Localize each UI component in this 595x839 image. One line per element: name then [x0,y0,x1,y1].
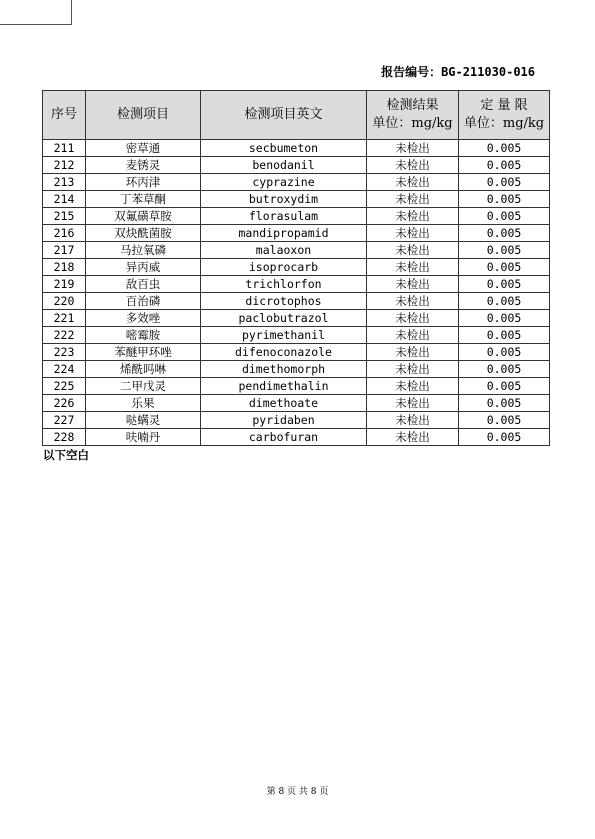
cell-english: cyprazine [201,174,367,191]
cell-result: 未检出 [367,412,459,429]
cell-item: 丁苯草酮 [86,191,201,208]
cell-seq: 212 [43,157,86,174]
table-row [43,378,550,395]
table-row [43,429,550,446]
cell-english: pendimethalin [201,378,367,395]
header-seq: 序号 [43,91,86,140]
header-limit-label: 定 量 限 [480,98,528,113]
cell-seq: 228 [43,429,86,446]
cell-limit: 0.005 [459,293,550,310]
cell-english: pyrimethanil [201,327,367,344]
cell-limit: 0.005 [459,242,550,259]
cell-seq: 217 [43,242,86,259]
cell-seq: 218 [43,259,86,276]
header-result-unit: 单位：mg/kg [372,116,453,131]
cell-limit: 0.005 [459,310,550,327]
header-english: 检测项目英文 [201,91,367,140]
cell-limit: 0.005 [459,208,550,225]
table-row [43,310,550,327]
cell-item: 双氟磺草胺 [86,208,201,225]
cell-item: 敌百虫 [86,276,201,293]
cell-english: paclobutrazol [201,310,367,327]
cell-seq: 227 [43,412,86,429]
table-row [43,327,550,344]
cell-seq: 214 [43,191,86,208]
table-header [43,91,550,140]
cell-item: 双炔酰菌胺 [86,225,201,242]
header-limit [459,91,550,140]
cell-limit: 0.005 [459,429,550,446]
cell-english: malaoxon [201,242,367,259]
cell-result: 未检出 [367,259,459,276]
cell-result: 未检出 [367,225,459,242]
cell-item: 百治磷 [86,293,201,310]
cell-result: 未检出 [367,242,459,259]
cell-result: 未检出 [367,327,459,344]
cell-english: pyridaben [201,412,367,429]
cell-seq: 222 [43,327,86,344]
cell-result: 未检出 [367,140,459,157]
cell-result: 未检出 [367,191,459,208]
cell-limit: 0.005 [459,344,550,361]
table-row [43,344,550,361]
end-note: 以下空白 [43,448,89,462]
table-row [43,395,550,412]
header-result [367,91,459,140]
cell-limit: 0.005 [459,225,550,242]
cell-english: dimethoate [201,395,367,412]
table-body [43,140,550,446]
cell-result: 未检出 [367,310,459,327]
header-limit-unit: 单位：mg/kg [463,116,545,131]
cell-english: dimethomorph [201,361,367,378]
cell-seq: 211 [43,140,86,157]
cell-item: 环丙津 [86,174,201,191]
cell-english: trichlorfon [201,276,367,293]
cell-item: 二甲戊灵 [86,378,201,395]
cell-seq: 219 [43,276,86,293]
cell-result: 未检出 [367,157,459,174]
cell-limit: 0.005 [459,157,550,174]
results-table [42,90,550,446]
cell-item: 麦锈灵 [86,157,201,174]
table-row [43,191,550,208]
cell-result: 未检出 [367,344,459,361]
cell-limit: 0.005 [459,174,550,191]
cell-limit: 0.005 [459,327,550,344]
table-row [43,225,550,242]
report-number: 报告编号：BG-211030-016 [381,65,535,79]
cell-limit: 0.005 [459,361,550,378]
corner-box [0,0,72,25]
cell-result: 未检出 [367,361,459,378]
header-result-label: 检测结果 [386,98,439,113]
cell-english: difenoconazole [201,344,367,361]
table-row [43,259,550,276]
cell-seq: 221 [43,310,86,327]
cell-english: benodanil [201,157,367,174]
cell-limit: 0.005 [459,378,550,395]
cell-item: 乐果 [86,395,201,412]
cell-result: 未检出 [367,429,459,446]
cell-result: 未检出 [367,293,459,310]
cell-limit: 0.005 [459,191,550,208]
cell-english: isoprocarb [201,259,367,276]
cell-limit: 0.005 [459,259,550,276]
cell-english: florasulam [201,208,367,225]
cell-seq: 216 [43,225,86,242]
cell-item: 苯醚甲环唑 [86,344,201,361]
table-row [43,208,550,225]
cell-item: 哒螨灵 [86,412,201,429]
table-row [43,140,550,157]
cell-seq: 215 [43,208,86,225]
cell-result: 未检出 [367,276,459,293]
cell-seq: 226 [43,395,86,412]
cell-result: 未检出 [367,174,459,191]
cell-limit: 0.005 [459,412,550,429]
cell-result: 未检出 [367,378,459,395]
cell-english: secbumeton [201,140,367,157]
cell-seq: 213 [43,174,86,191]
cell-limit: 0.005 [459,140,550,157]
cell-english: mandipropamid [201,225,367,242]
cell-english: butroxydim [201,191,367,208]
cell-item: 马拉氧磷 [86,242,201,259]
cell-english: carbofuran [201,429,367,446]
table-row [43,157,550,174]
table-row [43,293,550,310]
table-row [43,412,550,429]
page-footer: 第 8 页 共 8 页 [266,787,329,797]
cell-seq: 224 [43,361,86,378]
cell-item: 多效唑 [86,310,201,327]
cell-item: 呋喃丹 [86,429,201,446]
cell-result: 未检出 [367,395,459,412]
header-item: 检测项目 [86,91,201,140]
cell-seq: 223 [43,344,86,361]
table-row [43,361,550,378]
cell-item: 烯酰吗啉 [86,361,201,378]
cell-seq: 225 [43,378,86,395]
cell-result: 未检出 [367,208,459,225]
cell-item: 嘧霉胺 [86,327,201,344]
cell-item: 异丙威 [86,259,201,276]
header-row [43,91,550,140]
table-row [43,276,550,293]
cell-item: 密草通 [86,140,201,157]
cell-seq: 220 [43,293,86,310]
cell-english: dicrotophos [201,293,367,310]
cell-limit: 0.005 [459,276,550,293]
table-row [43,174,550,191]
cell-limit: 0.005 [459,395,550,412]
table-row [43,242,550,259]
